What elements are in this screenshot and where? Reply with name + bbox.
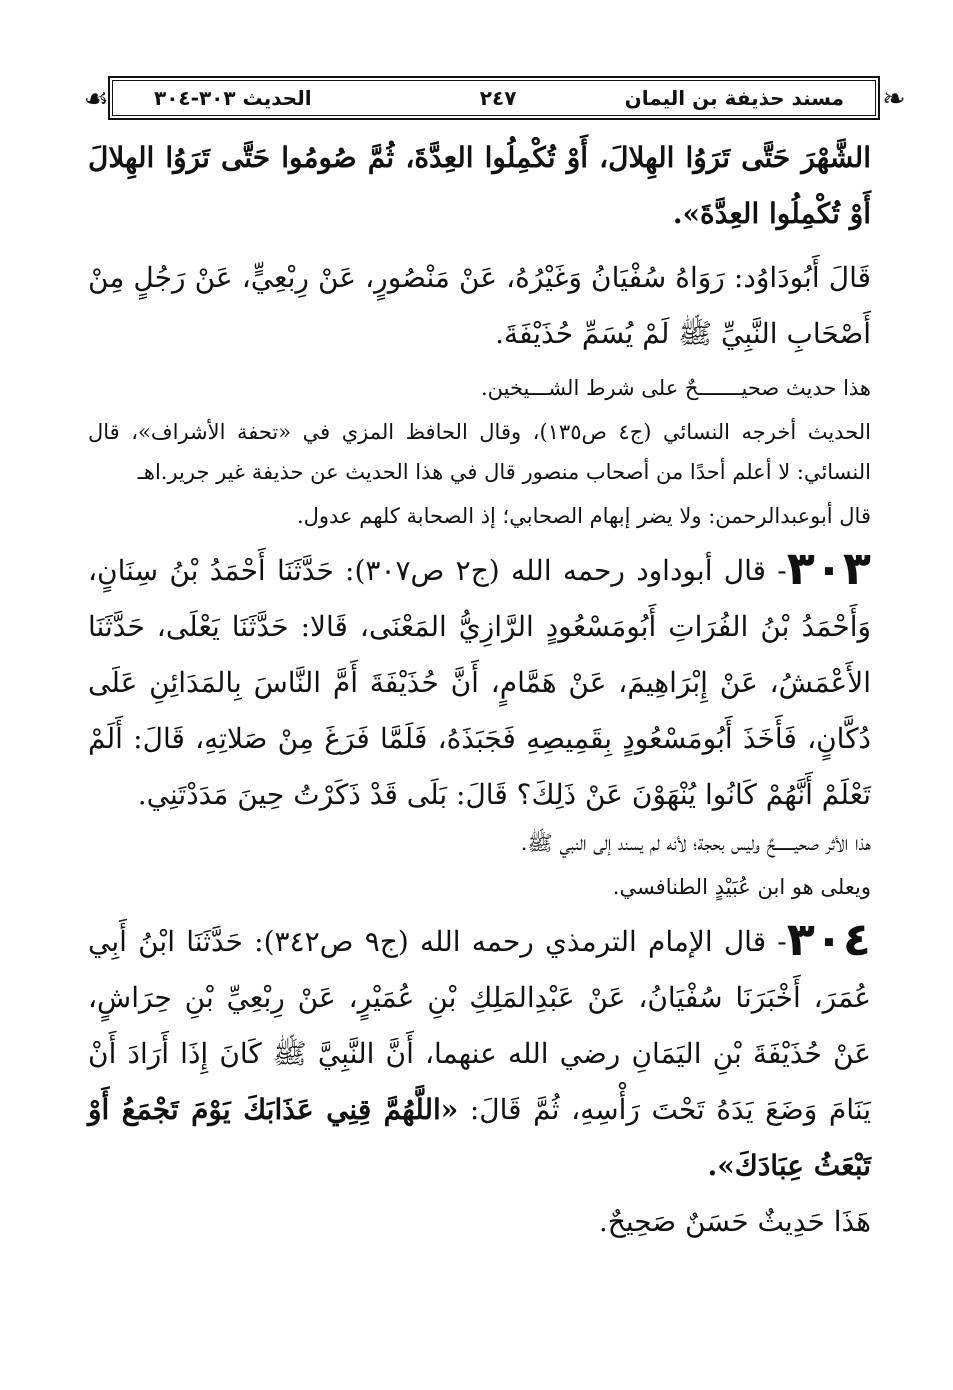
hadith-range: الحديث ٣٠٣-٣٠٤ — [154, 86, 312, 110]
grading-note: هذا الأثر صحيـــــــحٌ وليس بحجة؛ لأنه لم يسند إلى النبي ﷺ. — [520, 831, 871, 855]
hadith-continuation: الشَّهْرَ حَتَّى تَرَوُا الهِلالَ، أَوْ تُكْمِلُوا العِدَّةَ، ثُمَّ صُومُوا حَتَّى تَرَوُا الهِلالَ أَوْ تُكْمِلُوا العِدَّةَ». — [88, 141, 871, 230]
grading-note: هَذَا حَدِيثٌ حَسَنٌ صَحِيحٌ. — [598, 1205, 871, 1238]
hadith-303 — [88, 540, 871, 823]
ornament-icon: ❧ — [882, 82, 906, 115]
hadith-text: - قال أبوداود رحمه الله (ج٢ ص٣٠٧): حَدَّثَنَا أَحْمَدُ بْنُ سِنَانٍ، وَأَحْمَدُ بْنُ الفُرَاتِ أَبُومَسْعُودٍ الرَّازِيُّ المَعْنَى، قَالا: حَدَّثَنَا يَعْلَى، حَدَّثَنَا الأَعْمَشُ، عَنْ إِبْرَاهِيمَ، عَنْ هَمَّامٍ، أَنَّ حُذَيْفَةَ أَمَّ النَّاسَ بِالمَدَائِنِ عَلَى دُكَّانٍ، فَأَخَذَ أَبُومَسْعُودٍ بِقَمِيصِهِ فَجَبَذَهُ، فَلَمَّا فَرَغَ مِنْ صَلاتِهِ، قَالَ: أَلَمْ تَعْلَمْ أَنَّهُمْ كَانُوا يُنْهَوْنَ عَنْ ذَلِكَ؟ قَالَ: بَلَى قَدْ ذَكَرْتُ حِينَ مَدَدْتَنِي. — [88, 554, 872, 811]
ornament-icon: ☙ — [83, 82, 109, 115]
hadith-matn: «اللَّهُمَّ قِنِي عَذَابَكَ يَوْمَ تَجْمَعُ أَوْ تَبْعَثُ عِبَادَكَ». — [88, 1093, 871, 1182]
book-title: مسند حذيفة بن اليمان — [624, 86, 844, 110]
hadith-304 — [88, 911, 871, 1194]
abudawud-comment: قَالَ أَبُودَاوُد: رَوَاهُ سُفْيَانُ وَغَيْرُهُ، عَنْ مَنْصُورٍ، عَنْ رِبْعِيٍّ، عَنْ رَجُلٍ مِنْ أَصْحَابِ النَّبِيِّ ﷺ لَمْ يُسَمِّ حُذَيْفَةَ. — [88, 261, 871, 350]
hadith-text: - قال الإمام الترمذي رحمه الله (ج٩ ص٣٤٢): حَدَّثَنَا ابْنُ أَبِي عُمَرَ، أَخْبَرَنَا سُفْيَانُ، عَنْ عَبْدِالمَلِكِ بْنِ عُمَيْرٍ، عَنْ رِبْعِيِّ بْنِ حِرَاشٍ، عَنْ حُذَيْفَةَ بْنِ اليَمَانِ رضي الله عنهما، أَنَّ النَّبِيَّ ﷺ كَانَ إِذَا أَرَادَ أَنْ يَنَامَ وَضَعَ يَدَهُ تَحْتَ رَأْسِهِ، ثُمَّ قَالَ: — [88, 925, 871, 1126]
takhrij-note: الحديث أخرجه النسائي (ج٤ ص١٣٥)، وقال الحافظ المزي في «تحفة الأشراف»، قال النسائي: لا أعلم أحدًا من أصحاب منصور قال في هذا الحديث عن حذيفة غير جرير.اهـ — [88, 420, 871, 484]
grading-note: هذا حديث صحيـــــــحٌ على شرط الشـــيخين. — [480, 376, 871, 400]
page-number: ٢٤٧ — [479, 86, 517, 110]
narrator-note: ويعلى هو ابن عُبَيْدٍ الطنافسي. — [612, 875, 871, 899]
author-comment: قال أبوعبدالرحمن: ولا يضر إبهام الصحابي؛ إذ الصحابة كلهم عدول. — [296, 504, 871, 528]
page-content — [88, 130, 871, 1250]
running-header — [108, 76, 880, 120]
hadith-number: ٣٠٣ — [786, 541, 871, 595]
hadith-number: ٣٠٤ — [786, 912, 871, 966]
